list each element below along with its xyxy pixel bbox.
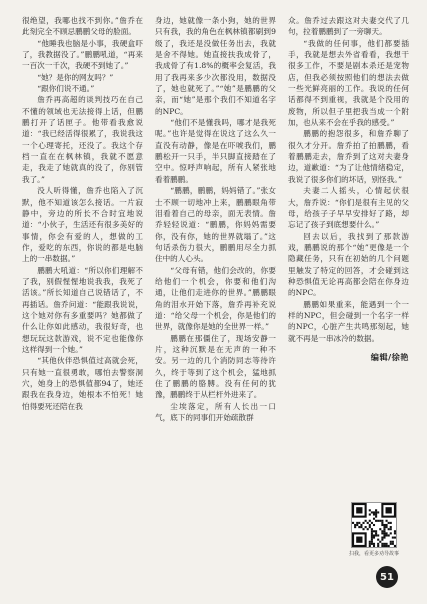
qr-caption: 扫我，看更多劝导故事	[348, 551, 399, 557]
text-column-1	[22, 15, 143, 412]
qr-code-icon[interactable]	[351, 502, 397, 548]
text-column-3	[288, 15, 409, 363]
paragraph: 尘埃落定，所有人长出一口气，底下的同事们开始疏散群	[155, 401, 276, 423]
text-column-3-body	[288, 15, 409, 344]
paragraph: 很绝望，我哪也找不到你。”詹乔在此刻完全不顾忌鹏鹏父母的脸面。	[22, 16, 143, 37]
paragraph: 身边，她就像一条小狗，她的世界只有我，我的角色在枫林镇都刷到9级了，我还是没做任务出去，我就是舍不得她。她直接扶我成骨了，我成骨了有1.8%的概率会复活，我用了我再来多少次都没用，数据没了，她也就死了。”“她”是鹏鹏的父亲，而“她”是那个我们不知道名字的NPC。	[155, 16, 276, 116]
paragraph: “父母有错，他们会改的，你要给他们一个机会，你要和他们沟通，让他们走进你的世界。”鹏鹏眼角的泪水开始下落，詹乔再补充说道：“给父母一个机会，你是他们的世界，就像你是她的全世界一样。”	[155, 265, 276, 332]
paragraph: 众。詹乔过去跟这对夫妻交代了几句，拉着鹏鹏到了一旁聊天。	[288, 16, 409, 37]
paragraph: “他们不是懂我吗，哪才是我死呢。”也许是觉得在说这了这么久一直没有动静，像是在吓唬我们，鹏鹏松开一只手，半只脚直接踏在了空中。惊呼声响起，所有人紧张地看着鹏鹏。	[155, 118, 276, 184]
paragraph: 鹏鹏如果重来，能遇到一个一样的NPC，但会碰到一个名字一样的NPC，心脏产生共鸣那刻起，她就不再是一串冰冷的数据。	[288, 299, 409, 343]
paragraph: “跟你们说不通。”	[37, 84, 95, 94]
paragraph: “鹏鹏，鹏鹏，妈妈错了。”张女士不顾一切地冲上来，鹏鹏眼角带泪看着自己的母亲，面无表情。詹乔轻轻说道：“鹏鹏，你妈妈需要你，没有你，她的世界就塌了。”这句话杀伤力很大，鹏鹏用尽全力抓住中的人心头。	[155, 186, 276, 264]
paragraph: 鹏鹏在那僵住了，现场安静一片，这种沉默是在无声的一种不安。另一边的几个消防同志等待许久，终于等到了这个机会，猛地抓住了鹏鹏的胳膊。没有任何的犹豫，鹏鹏终于从栏杆外进来了。	[155, 333, 276, 400]
text-column-2	[155, 15, 276, 423]
editor-credit: 编辑/徐艳	[370, 351, 409, 362]
paragraph: “其他伙伴恐惧值过高就会死，只有她一直很勇敢，哪怕去警察洞穴，她身上的恐惧值都94了，她还跟我在我身边，她根本不怕死！她怕得要死还陪在我	[22, 356, 143, 411]
paragraph: 鹏鹏的抱怨很多，和詹乔聊了很久才分开。詹乔拍了拍鹏鹏，看着鹏鹏走去，詹乔到了这对夫妻身边，道歉道：“为了让他情绪稳定，我说了很多你们的坏话，别怪我。”	[288, 129, 409, 184]
paragraph: 没人听得懂，詹乔也陷入了沉默，他不知道该怎么接话。一片寂静中，旁边的所长不合时宜地说道：“小伙子，生活还有很多美好的事情，你会有爱的人，想做的工作，爱吃的东西，你说的都是电脑上的一串数据。”	[22, 186, 143, 264]
paragraph: “我做的任何事，他们都要插手，我就是想去外省看看，我想干很多工作，不要是剧本杀还是宠物店，但我必须按照他们的想法去做一些光鲜亮丽的工作。我说的任何话都得不到重视，我就是个没用的废物，所以但子里把我当成一个附加，也从来不会在乎我的感受。”	[288, 38, 409, 128]
paragraph: “他睡我也脑是小事，我硬盒吓了，我教据没了。”鹏鹏吼道，“再来一百次一千次，我硬不到她了。”	[22, 38, 143, 71]
paragraph: 夫妻二人摇头，心情起伏很大，詹乔说：“你们是很有主见的父母，给孩子子早早安排好了路，却忘记了孩子到底想要什么。”	[288, 186, 409, 230]
paragraph: “她？是你的网友吗？”	[37, 72, 114, 82]
paragraph: 回去以后，我找到了那款游戏，鹏鹏说的那个“她”更像是一个隐藏任务，只有在初始的几个问题里触发了特定的回答，才会碰到这种恐惧值无论再高都会陪在你身边的NPC。	[288, 231, 409, 298]
qr-block	[336, 502, 412, 557]
paragraph: 鹏鹏大吼道：“所以你们理解不了我，别假惺惺地说我我，我死了活该。”所长知道自己说错话了，不再插话。詹乔问道：“能跟我说说，这个她对你有多重要吗？她都做了什么让你如此感动，我很好奇，也想玩玩这款游戏，说不定也能像你这样得到一个她。”	[22, 265, 143, 354]
page-number: 51	[376, 566, 398, 588]
paragraph: 詹乔再高超的谈判技巧在自己不懂的领域也无法接得上话，但鹏鹏打开了话匣子。他带看我愈说道：“我已经活得很累了，我说我这一个心理寄托，还没了。我这个存档一直在在枫林镇，我就不愿意走，我走了她就真的没了，你别管我了。”	[22, 95, 143, 184]
